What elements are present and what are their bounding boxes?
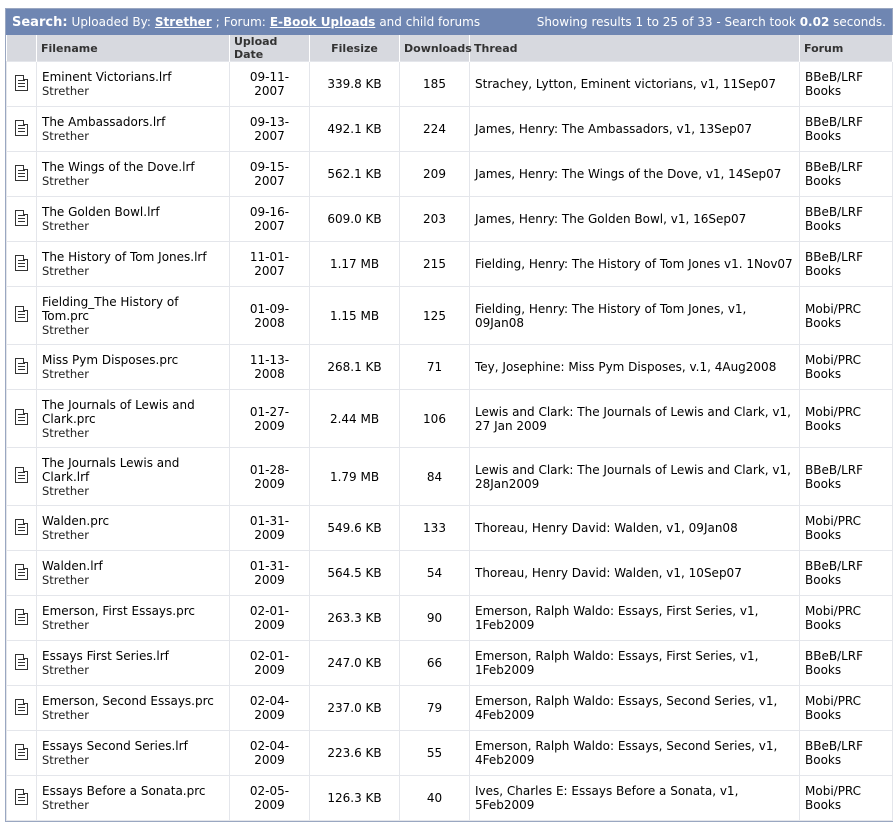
file-cell	[7, 390, 37, 448]
filesize-cell: 492.1 KB	[310, 107, 400, 152]
thread-link[interactable]: Thoreau, Henry David: Walden, v1, 09Jan08	[475, 521, 738, 535]
forum-cell	[800, 197, 893, 242]
document-icon	[15, 75, 28, 91]
upload-date-cell: 09-15-2007	[230, 152, 310, 197]
filesize-cell: 339.8 KB	[310, 62, 400, 107]
document-icon	[15, 789, 28, 805]
file-cell	[7, 686, 37, 731]
search-title: Search:	[12, 14, 68, 30]
file-cell	[7, 448, 37, 506]
downloads-cell: 125	[400, 287, 470, 345]
downloads-cell: 71	[400, 345, 470, 390]
forum-cell	[800, 551, 893, 596]
thread-link[interactable]: Emerson, Ralph Waldo: Essays, Second Series, v1, 4Feb2009	[475, 694, 778, 722]
forum-cell	[800, 390, 893, 448]
column-header-forum[interactable]: Forum	[800, 35, 893, 62]
uploader-name: Strether	[42, 798, 89, 812]
attachment-filename-link[interactable]: Essays Before a Sonata.prc	[42, 784, 206, 798]
document-icon	[15, 654, 28, 670]
thread-cell	[470, 731, 800, 776]
table-row	[7, 776, 893, 821]
thread-link[interactable]: Ives, Charles E: Essays Before a Sonata, v1, 5Feb2009	[475, 784, 739, 812]
table-row	[7, 62, 893, 107]
forum-cell	[800, 776, 893, 821]
forum-name-link[interactable]: Mobi/PRC Books	[805, 784, 862, 812]
uploaded-by-label: Uploaded By:	[71, 14, 151, 29]
document-icon	[15, 609, 28, 625]
attachment-filename-link[interactable]: The Wings of the Dove.lrf	[42, 160, 195, 174]
filename-cell	[37, 641, 230, 686]
filename-cell	[37, 242, 230, 287]
table-row	[7, 107, 893, 152]
forum-cell	[800, 686, 893, 731]
column-header-upload-date[interactable]: Upload Date	[230, 35, 310, 62]
forum-name-link[interactable]: BBeB/LRF Books	[805, 70, 864, 98]
downloads-cell: 79	[400, 686, 470, 731]
search-header	[6, 9, 892, 35]
thread-link[interactable]: Tey, Josephine: Miss Pym Disposes, v.1, 4Aug2008	[475, 360, 777, 374]
upload-date-cell: 11-13-2008	[230, 345, 310, 390]
uploader-name: Strether	[42, 753, 89, 767]
thread-link[interactable]: James, Henry: The Golden Bowl, v1, 16Sep07	[475, 212, 747, 226]
document-icon	[15, 165, 28, 181]
filesize-cell: 126.3 KB	[310, 776, 400, 821]
thread-cell	[470, 390, 800, 448]
document-icon	[15, 409, 28, 425]
uploader-name: Strether	[42, 264, 89, 278]
table-row	[7, 551, 893, 596]
file-cell	[7, 197, 37, 242]
column-header-downloads[interactable]: Downloads	[400, 35, 470, 62]
file-cell	[7, 641, 37, 686]
filesize-cell: 564.5 KB	[310, 551, 400, 596]
attachment-filename-link[interactable]: The Golden Bowl.lrf	[42, 205, 160, 219]
attachment-filename-link[interactable]: Fielding_The History of Tom.prc	[42, 294, 179, 323]
document-icon	[15, 358, 28, 374]
downloads-cell: 84	[400, 448, 470, 506]
thread-cell	[470, 287, 800, 345]
thread-link[interactable]: Thoreau, Henry David: Walden, v1, 10Sep07	[475, 566, 742, 580]
filename-cell	[37, 345, 230, 390]
forum-cell	[800, 641, 893, 686]
table-row	[7, 345, 893, 390]
child-forums-text: and child forums	[379, 14, 481, 29]
attachment-filename-link[interactable]: Miss Pym Disposes.prc	[42, 353, 179, 367]
forum-name-link[interactable]: Mobi/PRC Books	[805, 353, 862, 381]
downloads-cell: 40	[400, 776, 470, 821]
table-header-row	[7, 35, 893, 62]
filename-cell	[37, 107, 230, 152]
downloads-cell: 54	[400, 551, 470, 596]
uploader-name: Strether	[42, 528, 89, 542]
forum-cell	[800, 731, 893, 776]
thread-link[interactable]: Emerson, Ralph Waldo: Essays, First Series, v1, 1Feb2009	[475, 649, 759, 677]
forum-name-link[interactable]: BBeB/LRF Books	[805, 115, 864, 143]
thread-link[interactable]: James, Henry: The Wings of the Dove, v1, 14Sep07	[475, 167, 782, 181]
attachment-filename-link[interactable]: Emerson, Second Essays.prc	[42, 694, 214, 708]
forum-cell	[800, 152, 893, 197]
file-cell	[7, 152, 37, 197]
forum-name-link[interactable]: BBeB/LRF Books	[805, 462, 864, 491]
thread-link[interactable]: Fielding, Henry: The History of Tom Jones, v1, 09Jan08	[475, 301, 747, 330]
thread-cell	[470, 551, 800, 596]
filename-cell	[37, 686, 230, 731]
forum-name-link[interactable]: Mobi/PRC Books	[805, 514, 862, 542]
table-row	[7, 596, 893, 641]
thread-link[interactable]: Lewis and Clark: The Journals of Lewis and Clark, v1, 28Jan2009	[475, 462, 791, 491]
thread-link[interactable]: Strachey, Lytton, Eminent victorians, v1, 11Sep07	[475, 77, 777, 91]
forum-link[interactable]: E-Book Uploads	[269, 14, 376, 29]
forum-name-link[interactable]: BBeB/LRF Books	[805, 250, 864, 278]
forum-cell	[800, 62, 893, 107]
upload-date-cell: 01-31-2009	[230, 506, 310, 551]
thread-cell	[470, 197, 800, 242]
file-cell	[7, 731, 37, 776]
thread-cell	[470, 686, 800, 731]
thread-cell	[470, 152, 800, 197]
thread-cell	[470, 506, 800, 551]
upload-date-cell: 02-04-2009	[230, 731, 310, 776]
filesize-cell: 263.3 KB	[310, 596, 400, 641]
downloads-cell: 209	[400, 152, 470, 197]
file-cell	[7, 242, 37, 287]
upload-date-cell: 02-05-2009	[230, 776, 310, 821]
thread-link[interactable]: Lewis and Clark: The Journals of Lewis and Clark, v1, 27 Jan 2009	[475, 404, 791, 433]
separator: ;	[215, 14, 220, 29]
uploader-name: Strether	[42, 618, 89, 632]
filesize-cell: 1.79 MB	[310, 448, 400, 506]
attachment-filename-link[interactable]: Emerson, First Essays.prc	[42, 604, 195, 618]
downloads-cell: 203	[400, 197, 470, 242]
document-icon	[15, 120, 28, 136]
filename-cell	[37, 596, 230, 641]
forum-name-link[interactable]: BBeB/LRF Books	[805, 205, 864, 233]
forum-cell	[800, 506, 893, 551]
filename-cell	[37, 390, 230, 448]
downloads-cell: 185	[400, 62, 470, 107]
document-icon	[15, 255, 28, 271]
uploader-name: Strether	[42, 663, 89, 677]
thread-link[interactable]: Emerson, Ralph Waldo: Essays, Second Series, v1, 4Feb2009	[475, 739, 778, 767]
thread-cell	[470, 62, 800, 107]
file-cell	[7, 107, 37, 152]
thread-link[interactable]: James, Henry: The Ambassadors, v1, 13Sep07	[475, 122, 753, 136]
filesize-cell: 2.44 MB	[310, 390, 400, 448]
filesize-cell: 549.6 KB	[310, 506, 400, 551]
file-cell	[7, 551, 37, 596]
search-summary	[12, 15, 480, 30]
file-cell	[7, 596, 37, 641]
thread-cell	[470, 596, 800, 641]
attachment-filename-link[interactable]: Eminent Victorians.lrf	[42, 70, 172, 84]
results-table	[6, 35, 893, 821]
downloads-cell: 133	[400, 506, 470, 551]
document-icon	[15, 519, 28, 535]
filename-cell	[37, 287, 230, 345]
forum-name-link[interactable]: Mobi/PRC Books	[805, 404, 862, 433]
uploader-name: Strether	[42, 367, 89, 381]
thread-cell	[470, 448, 800, 506]
forum-cell	[800, 345, 893, 390]
uploader-link[interactable]: Strether	[154, 14, 212, 29]
upload-date-cell: 09-13-2007	[230, 107, 310, 152]
thread-link[interactable]: Emerson, Ralph Waldo: Essays, First Series, v1, 1Feb2009	[475, 604, 759, 632]
downloads-cell: 66	[400, 641, 470, 686]
filesize-cell: 1.15 MB	[310, 287, 400, 345]
document-icon	[15, 210, 28, 226]
upload-date-cell: 09-11-2007	[230, 62, 310, 107]
forum-cell	[800, 287, 893, 345]
thread-cell	[470, 776, 800, 821]
filesize-cell: 268.1 KB	[310, 345, 400, 390]
column-header-thread[interactable]: Thread	[470, 35, 800, 62]
forum-name-link[interactable]: BBeB/LRF Books	[805, 559, 864, 587]
filename-cell	[37, 506, 230, 551]
attachment-filename-link[interactable]: The Journals of Lewis and Clark.prc	[42, 397, 195, 426]
icon-column-header	[7, 35, 37, 62]
search-time: 0.02	[799, 15, 830, 29]
table-row	[7, 731, 893, 776]
document-icon	[15, 744, 28, 760]
filesize-cell: 247.0 KB	[310, 641, 400, 686]
thread-cell	[470, 345, 800, 390]
file-cell	[7, 345, 37, 390]
upload-date-cell: 01-09-2008	[230, 287, 310, 345]
attachment-filename-link[interactable]: The Ambassadors.lrf	[42, 115, 166, 129]
upload-date-cell: 02-04-2009	[230, 686, 310, 731]
thread-cell	[470, 242, 800, 287]
attachment-filename-link[interactable]: Walden.prc	[42, 514, 110, 528]
table-row	[7, 197, 893, 242]
file-cell	[7, 62, 37, 107]
forum-label: Forum:	[223, 14, 266, 29]
thread-cell	[470, 107, 800, 152]
attachment-filename-link[interactable]: Essays Second Series.lrf	[42, 739, 188, 753]
filename-cell	[37, 551, 230, 596]
upload-date-cell: 01-27-2009	[230, 390, 310, 448]
downloads-cell: 90	[400, 596, 470, 641]
filesize-cell: 237.0 KB	[310, 686, 400, 731]
column-header-filesize[interactable]: Filesize	[310, 35, 400, 62]
downloads-cell: 215	[400, 242, 470, 287]
uploader-name: Strether	[42, 174, 89, 188]
filename-cell	[37, 62, 230, 107]
forum-cell	[800, 596, 893, 641]
forum-cell	[800, 448, 893, 506]
filesize-cell: 562.1 KB	[310, 152, 400, 197]
filename-cell	[37, 776, 230, 821]
forum-name-link[interactable]: Mobi/PRC Books	[805, 694, 862, 722]
forum-name-link[interactable]: BBeB/LRF Books	[805, 739, 864, 767]
document-icon	[15, 467, 28, 483]
upload-date-cell: 11-01-2007	[230, 242, 310, 287]
forum-cell	[800, 242, 893, 287]
forum-name-link[interactable]: Mobi/PRC Books	[805, 604, 862, 632]
upload-date-cell: 02-01-2009	[230, 596, 310, 641]
file-cell	[7, 776, 37, 821]
document-icon	[15, 306, 28, 322]
column-header-filename[interactable]: Filename	[37, 35, 230, 62]
upload-date-cell: 01-28-2009	[230, 448, 310, 506]
attachment-filename-link[interactable]: The History of Tom Jones.lrf	[42, 250, 207, 264]
uploader-name: Strether	[42, 483, 89, 498]
downloads-cell: 55	[400, 731, 470, 776]
table-row	[7, 242, 893, 287]
results-text: Showing results 1 to 25 of 33 - Search took	[536, 15, 796, 29]
table-row	[7, 506, 893, 551]
file-cell	[7, 287, 37, 345]
uploader-name: Strether	[42, 322, 89, 337]
filename-cell	[37, 731, 230, 776]
filesize-cell: 609.0 KB	[310, 197, 400, 242]
table-row	[7, 686, 893, 731]
table-row	[7, 641, 893, 686]
upload-date-cell: 02-01-2009	[230, 641, 310, 686]
filesize-cell: 1.17 MB	[310, 242, 400, 287]
filename-cell	[37, 448, 230, 506]
table-row	[7, 152, 893, 197]
filename-cell	[37, 197, 230, 242]
downloads-cell: 106	[400, 390, 470, 448]
forum-name-link[interactable]: BBeB/LRF Books	[805, 160, 864, 188]
attachment-filename-link[interactable]: Essays First Series.lrf	[42, 649, 169, 663]
filename-cell	[37, 152, 230, 197]
attachment-filename-link[interactable]: Walden.lrf	[42, 559, 103, 573]
forum-cell	[800, 107, 893, 152]
downloads-cell: 224	[400, 107, 470, 152]
thread-link[interactable]: Fielding, Henry: The History of Tom Jones v1. 1Nov07	[475, 257, 793, 271]
document-icon	[15, 699, 28, 715]
filesize-cell: 223.6 KB	[310, 731, 400, 776]
uploader-name: Strether	[42, 708, 89, 722]
uploader-name: Strether	[42, 129, 89, 143]
table-row	[7, 287, 893, 345]
table-row	[7, 448, 893, 506]
uploader-name: Strether	[42, 573, 89, 587]
results-count	[537, 15, 886, 29]
forum-name-link[interactable]: BBeB/LRF Books	[805, 649, 864, 677]
upload-date-cell: 01-31-2009	[230, 551, 310, 596]
upload-date-cell: 09-16-2007	[230, 197, 310, 242]
uploader-name: Strether	[42, 425, 89, 440]
file-cell	[7, 506, 37, 551]
forum-name-link[interactable]: Mobi/PRC Books	[805, 301, 862, 330]
search-results-panel	[5, 8, 893, 822]
table-row	[7, 390, 893, 448]
uploader-name: Strether	[42, 84, 89, 98]
attachment-filename-link[interactable]: The Journals Lewis and Clark.lrf	[42, 455, 180, 484]
thread-cell	[470, 641, 800, 686]
uploader-name: Strether	[42, 219, 89, 233]
document-icon	[15, 564, 28, 580]
seconds-text: seconds.	[833, 15, 886, 29]
